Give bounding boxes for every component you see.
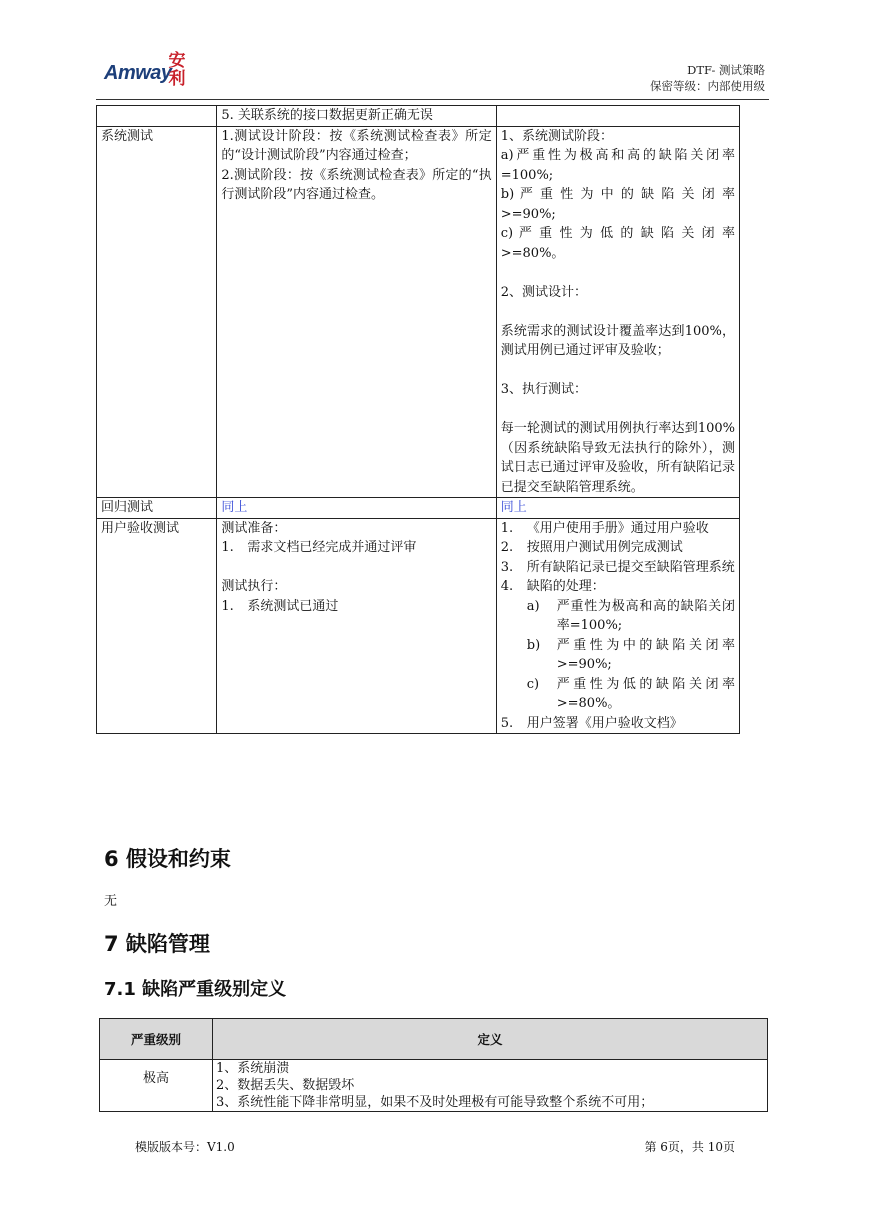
list-item (501, 714, 735, 734)
severity-definition (213, 1060, 768, 1112)
blank-line (221, 558, 491, 578)
item-number: 1. (221, 598, 234, 614)
item-number: 4. (500, 579, 514, 594)
item-letter: c) (526, 676, 540, 692)
sub-list-item (501, 636, 735, 675)
item-text: 需求文档已经完成并通过评审 (247, 540, 417, 555)
item-text: 所有缺陷记录已提交至缺陷管理系统 (526, 559, 735, 575)
blank-line (501, 400, 735, 420)
logo-chinese: 安利 (168, 51, 186, 89)
item-text: 严重性为极高和高的缺陷关闭率=100%; (556, 598, 735, 633)
item-number: 1. (221, 540, 234, 555)
exit-line: 系统需求的测试设计覆盖率达到100%，测试用例已通过评审及验收； (500, 323, 735, 358)
exit-criteria-cell (496, 126, 739, 498)
entry-line: 1.测试设计阶段：按《系统测试检查表》所定的“设计测试阶段”内容通过检查； (221, 128, 492, 163)
item-text: 按照用户测试用例完成测试 (526, 540, 683, 555)
exit-criteria-cell (496, 106, 739, 127)
list-item (501, 519, 735, 539)
page-number: 第 6页，共 10页 (644, 1140, 735, 1154)
entry-line: 2.测试阶段：按《系统测试检查表》所定的“执行测试阶段”内容通过检查。 (221, 167, 492, 202)
table-row (100, 1060, 768, 1112)
table-row (97, 106, 740, 127)
phase-name-cell: 用户验收测试 (97, 518, 217, 734)
item-text: 系统测试已通过 (247, 598, 339, 614)
list-item (221, 538, 491, 558)
severity-table (99, 1018, 768, 1112)
section-7-heading: 7 缺陷管理 (104, 932, 210, 956)
document-header-info (650, 62, 765, 94)
prep-label: 测试准备： (221, 520, 287, 536)
definition-line: 3、系统性能下降非常明显，如果不及时处理极有可能导致整个系统不可用； (216, 1095, 654, 1110)
definition-line: 1、系统崩溃 (216, 1061, 290, 1076)
definition-line: 2、数据丢失、数据毁坏 (216, 1078, 355, 1093)
phase-name-cell: 系统测试 (97, 126, 217, 498)
item-number: 3. (500, 559, 514, 575)
template-version: 模版版本号：V1.0 (135, 1140, 235, 1154)
exit-line: 3、执行测试： (500, 382, 588, 397)
section-6-heading: 6 假设和约束 (104, 847, 231, 871)
item-text: 严重性为低的缺陷关闭率>=80%。 (556, 676, 735, 711)
item-number: 1. (500, 520, 514, 536)
item-text: 《用户使用手册》通过用户验收 (526, 520, 709, 536)
table-header-row (100, 1019, 768, 1060)
exit-line: 2、测试设计： (500, 284, 588, 300)
exit-criteria-cell (496, 518, 739, 734)
item-letter: a) (526, 598, 540, 614)
doc-title: DTF- 测试策略 (687, 63, 765, 77)
sub-list-item (501, 675, 735, 714)
item-letter: b) (526, 637, 541, 653)
blank-line (501, 302, 735, 322)
list-item (501, 538, 735, 558)
table-row (97, 126, 740, 498)
section-7-1-heading: 7.1 缺陷严重级别定义 (104, 979, 287, 1000)
exit-criteria-cell: 同上 (496, 498, 739, 519)
entry-criteria-cell: 同上 (217, 498, 496, 519)
security-level: 保密等级：内部使用级 (650, 79, 765, 93)
item-number: 2. (500, 540, 514, 555)
column-header: 严重级别 (100, 1019, 213, 1060)
exit-line: 1、系统测试阶段： (500, 128, 614, 144)
table-row (97, 518, 740, 734)
phase-name-cell: 回归测试 (97, 498, 217, 519)
exec-label: 测试执行： (221, 579, 287, 594)
logo-text: Amway (104, 62, 172, 84)
item-text: 缺陷的处理： (526, 579, 605, 594)
item-number: 5. (500, 715, 514, 731)
header-divider (96, 99, 769, 100)
blank-line (501, 263, 735, 283)
exit-line: 每一轮测试的测试用例执行率达到100%（因系统缺陷导致无法执行的除外），测试日志已通过评审及验收，所有缺陷记录已提交至缺陷管理系统。 (500, 421, 735, 495)
table-row (97, 498, 740, 519)
exit-line: a)严重性为极高和高的缺陷关闭率=100%; (500, 148, 735, 183)
list-item (501, 577, 735, 597)
list-item (221, 597, 491, 617)
exit-line: c) 严 重 性 为 低 的 缺 陷 关 闭 率>=80%。 (500, 226, 735, 261)
blank-line (501, 361, 735, 381)
column-header: 定义 (213, 1019, 768, 1060)
item-text: 严重性为中的缺陷关闭率>=90%; (556, 637, 735, 672)
entry-criteria-cell (217, 518, 496, 734)
entry-criteria-cell: 5. 关联系统的接口数据更新正确无误 (217, 106, 496, 127)
sub-list-item (501, 597, 735, 636)
amway-logo (104, 52, 194, 94)
test-phase-table (96, 105, 740, 734)
phase-name-cell (97, 106, 217, 127)
list-item (501, 558, 735, 578)
item-text: 用户签署《用户验收文档》 (526, 715, 683, 731)
severity-level: 极高 (100, 1060, 213, 1112)
entry-criteria-cell (217, 126, 496, 498)
exit-line: b) 严 重 性 为 中 的 缺 陷 关 闭 率>=90%; (500, 187, 735, 222)
section-6-body: 无 (104, 894, 118, 909)
